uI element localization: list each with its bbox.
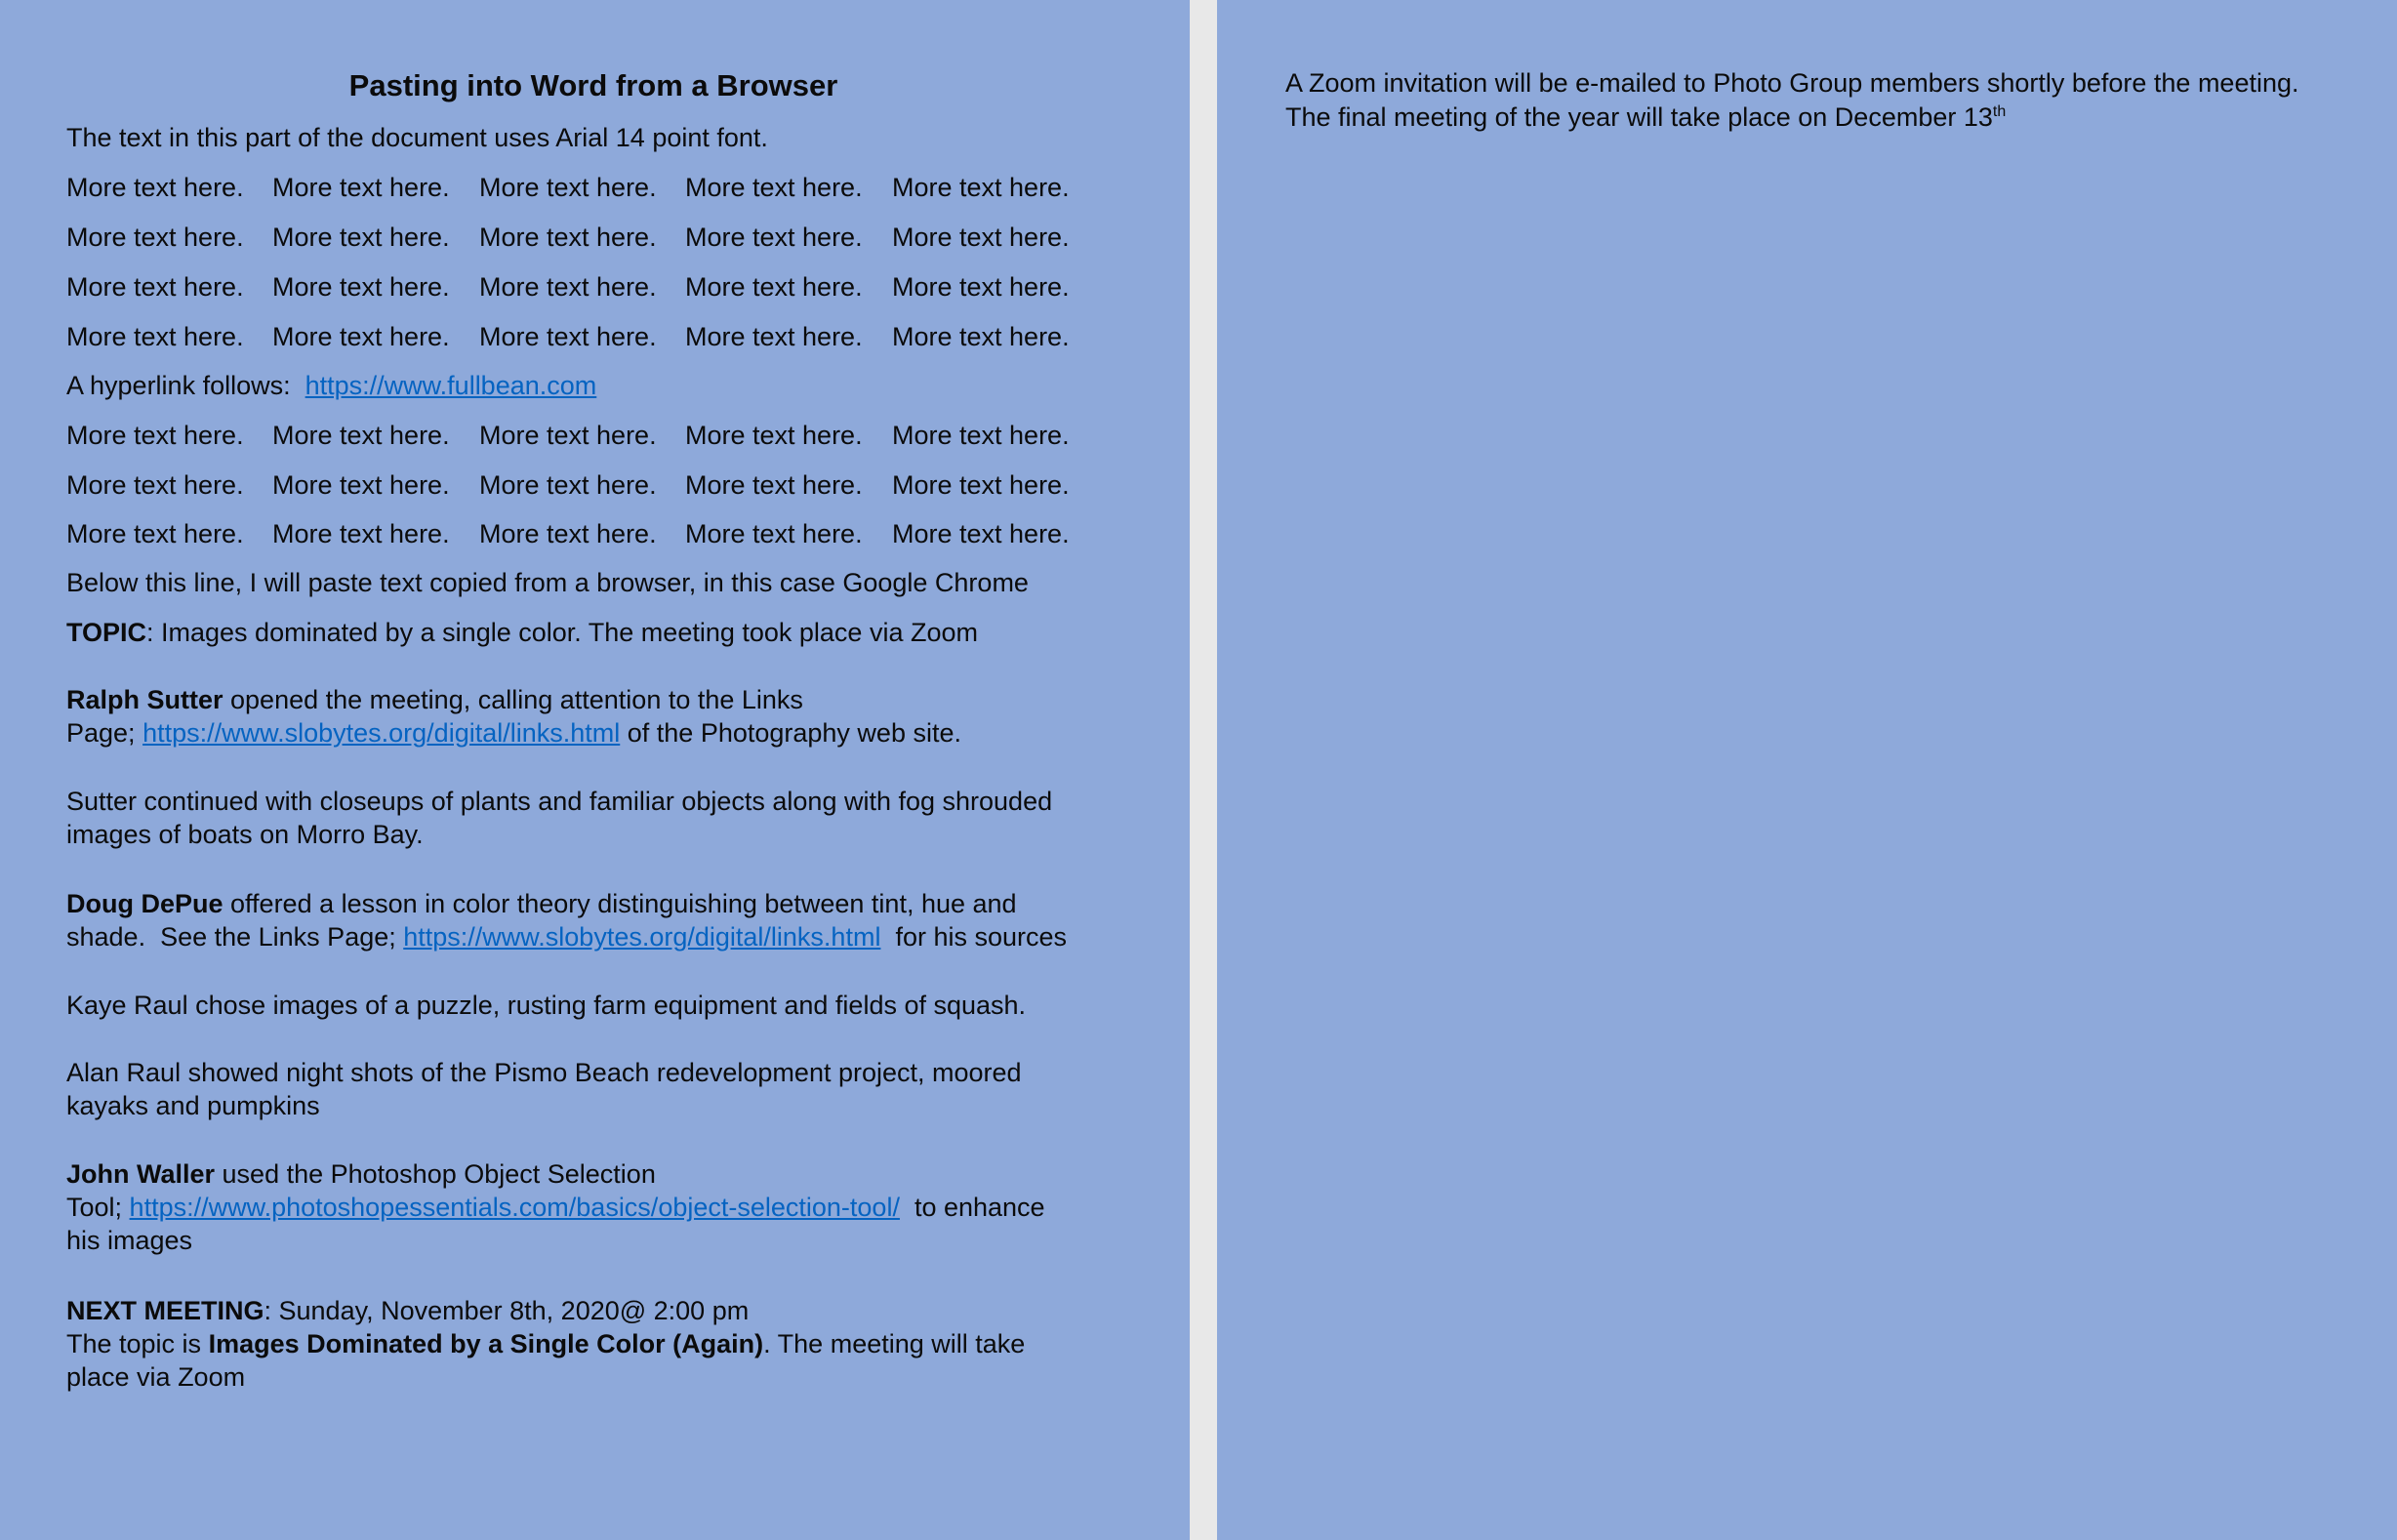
alan-line-2: kayaks and pumpkins xyxy=(66,1091,320,1120)
filler-text: More text here. xyxy=(272,519,450,548)
slobytes-links-link[interactable]: https://www.slobytes.org/digital/links.html xyxy=(142,718,621,748)
filler-text: More text here. xyxy=(892,421,1070,450)
page-gutter xyxy=(1190,0,1217,1540)
page-2-content xyxy=(1285,66,2388,135)
john-text-2: Tool; xyxy=(66,1193,130,1222)
next-meeting-date: : Sunday, November 8th, 2020@ 2:00 pm xyxy=(264,1296,750,1325)
doug-name: Doug DePue xyxy=(66,889,223,918)
next-topic-prefix: The topic is xyxy=(66,1329,209,1358)
ralph-text-1: opened the meeting, calling attention to the Links xyxy=(223,685,803,714)
kaye-paragraph: Kaye Raul chose images of a puzzle, rusting farm equipment and fields of squash. xyxy=(66,991,1027,1020)
filler-text: More text here. xyxy=(479,223,657,252)
filler-text: More text here. xyxy=(685,421,863,450)
hyperlink-line xyxy=(66,369,596,402)
filler-text: More text here. xyxy=(685,322,863,351)
filler-text: More text here. xyxy=(685,519,863,548)
filler-text: More text here. xyxy=(892,322,1070,351)
filler-text: More text here. xyxy=(479,421,657,450)
filler-text: More text here. xyxy=(685,173,863,202)
ralph-paragraph xyxy=(66,683,1120,750)
next-topic-end: place via Zoom xyxy=(66,1362,246,1392)
filler-text: More text here. xyxy=(892,173,1070,202)
filler-text: More text here. xyxy=(685,470,863,500)
filler-text: More text here. xyxy=(479,470,657,500)
filler-text: More text here. xyxy=(479,322,657,351)
filler-text: More text here. xyxy=(685,223,863,252)
john-name: John Waller xyxy=(66,1159,216,1189)
ralph-text-3: of the Photography web site. xyxy=(620,718,961,748)
photoshop-selection-link[interactable]: https://www.photoshopessentials.com/basics/object-selection-tool/ xyxy=(129,1193,900,1222)
fullbean-link[interactable]: https://www.fullbean.com xyxy=(305,371,597,400)
slobytes-links-link-2[interactable]: https://www.slobytes.org/digital/links.html xyxy=(403,922,881,952)
filler-text: More text here. xyxy=(272,173,450,202)
filler-text: More text here. xyxy=(479,519,657,548)
sutter-line-1: Sutter continued with closeups of plants and familiar objects along with fog shrouded xyxy=(66,787,1053,816)
doug-text-3: for his sources xyxy=(880,922,1068,952)
filler-text: More text here. xyxy=(272,470,450,500)
alan-line-1: Alan Raul showed night shots of the Pismo Beach redevelopment project, moored xyxy=(66,1058,1022,1087)
alan-paragraph xyxy=(66,1056,1120,1122)
filler-text: More text here. xyxy=(685,272,863,302)
topic-text: : Images dominated by a single color. The meeting took place via Zoom xyxy=(146,618,978,647)
john-text-1: used the Photoshop Object Selection xyxy=(215,1159,656,1189)
ralph-text-2: Page; xyxy=(66,718,143,748)
filler-text: More text here. xyxy=(272,223,450,252)
filler-text: More text here. xyxy=(66,272,244,302)
intro-line: The text in this part of the document uses Arial 14 point font. xyxy=(66,123,768,152)
john-text-4: his images xyxy=(66,1226,193,1255)
final-meeting-suffix: th xyxy=(1992,103,2007,120)
filler-text: More text here. xyxy=(66,322,244,351)
filler-text: More text here. xyxy=(892,223,1070,252)
filler-text: More text here. xyxy=(479,272,657,302)
filler-text: More text here. xyxy=(479,173,657,202)
zoom-invitation-line: A Zoom invitation will be e-mailed to Photo Group members shortly before the meeting. xyxy=(1285,68,2299,98)
document-title: Pasting into Word from a Browser xyxy=(348,68,838,102)
john-paragraph xyxy=(66,1157,1120,1257)
filler-text: More text here. xyxy=(66,421,244,450)
next-topic-suffix: . The meeting will take xyxy=(763,1329,1026,1358)
ralph-name: Ralph Sutter xyxy=(66,685,223,714)
filler-text: More text here. xyxy=(66,223,244,252)
topic-line xyxy=(66,616,978,649)
doug-paragraph xyxy=(66,887,1120,953)
john-text-3: to enhance xyxy=(899,1193,1045,1222)
document-page-1 xyxy=(0,0,1190,1540)
below-line-note: Below this line, I will paste text copied from a browser, in this case Google Chrome xyxy=(66,568,1029,597)
filler-text: More text here. xyxy=(66,470,244,500)
filler-text: More text here. xyxy=(892,470,1070,500)
filler-text: More text here. xyxy=(892,519,1070,548)
document-page-2 xyxy=(1217,0,2397,1540)
filler-text: More text here. xyxy=(272,421,450,450)
next-meeting-paragraph xyxy=(66,1294,1120,1394)
filler-text: More text here. xyxy=(892,272,1070,302)
filler-text: More text here. xyxy=(66,173,244,202)
topic-label: TOPIC xyxy=(66,618,147,647)
sutter-paragraph xyxy=(66,785,1120,851)
filler-text: More text here. xyxy=(272,322,450,351)
sutter-line-2: images of boats on Morro Bay. xyxy=(66,820,424,849)
next-topic-bold: Images Dominated by a Single Color (Again) xyxy=(208,1329,764,1358)
final-meeting-text: The final meeting of the year will take place on December 13 xyxy=(1285,102,1993,132)
doug-text-2: shade. See the Links Page; xyxy=(66,922,404,952)
filler-text: More text here. xyxy=(66,519,244,548)
next-meeting-label: NEXT MEETING xyxy=(66,1296,264,1325)
filler-text: More text here. xyxy=(272,272,450,302)
doug-text-1: offered a lesson in color theory distinguishing between tint, hue and xyxy=(223,889,1017,918)
final-meeting-line xyxy=(1285,101,2388,135)
hyperlink-label: A hyperlink follows: xyxy=(66,371,291,400)
